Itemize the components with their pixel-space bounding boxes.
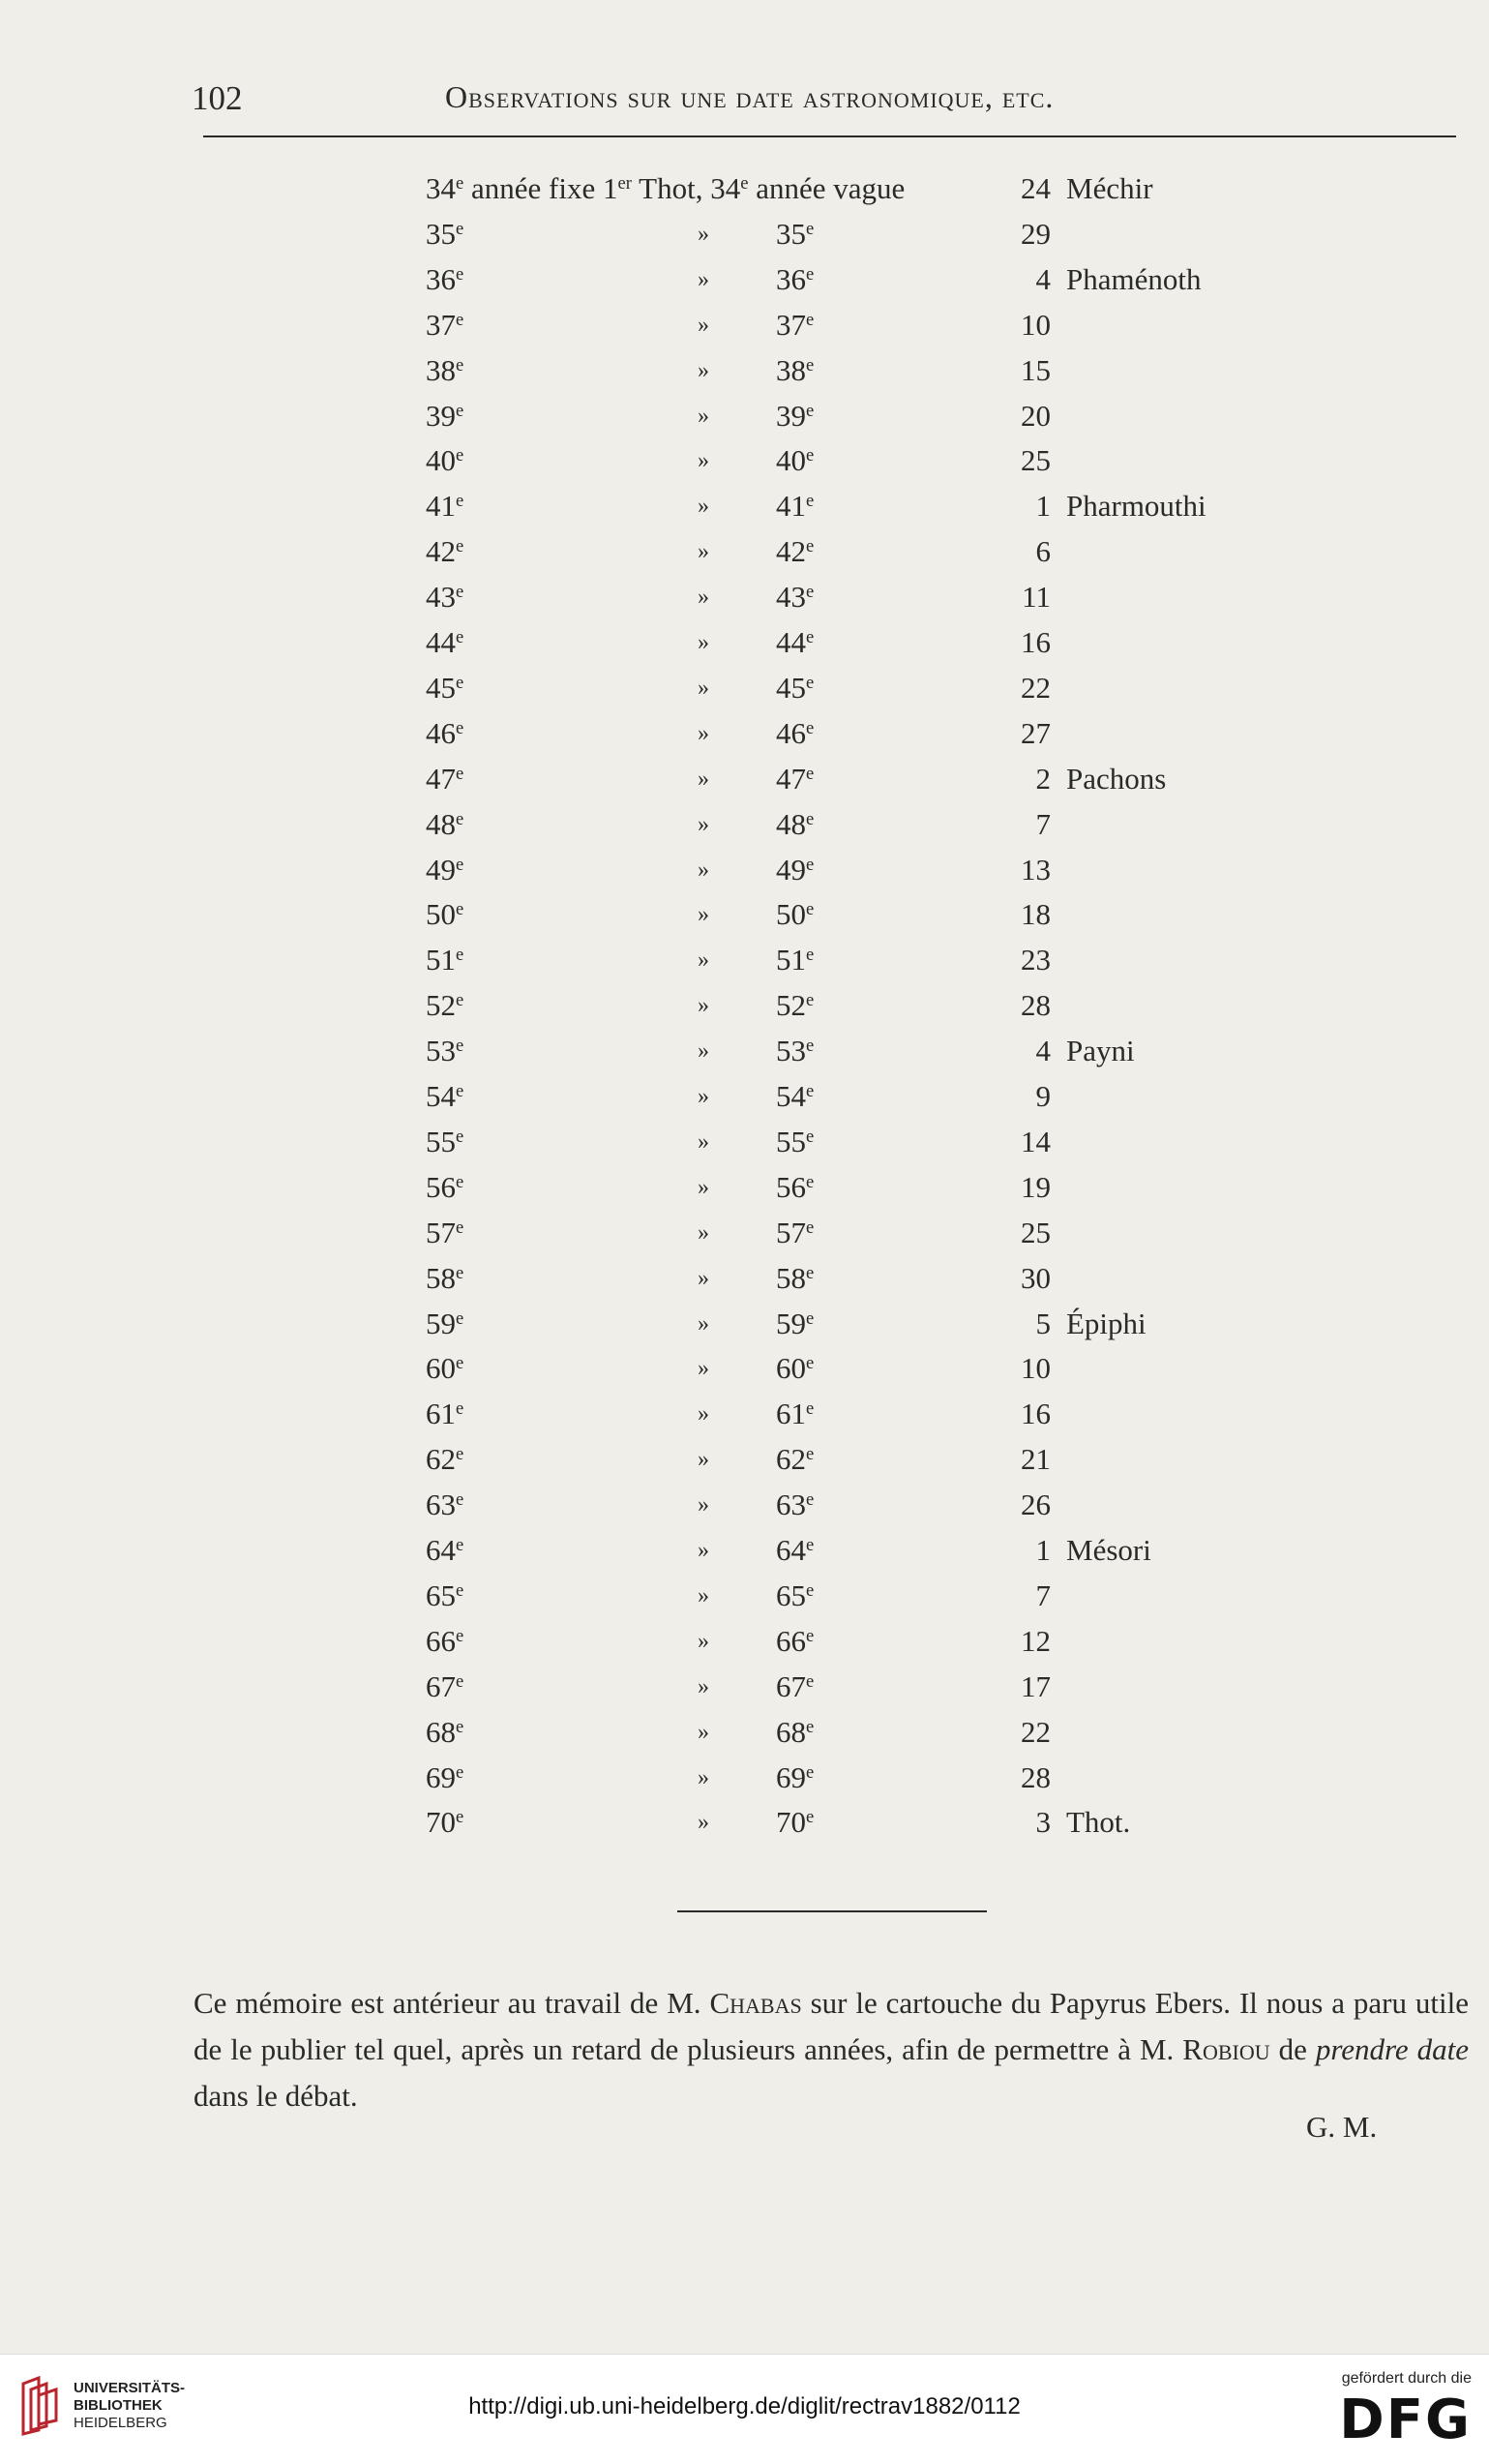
vague-year-cell: 52e	[776, 988, 815, 1022]
day-cell: 16	[1021, 625, 1051, 659]
page-number: 102	[192, 79, 243, 117]
month-cell: Pharmouthi	[1066, 489, 1206, 523]
vague-year-cell: 37e	[776, 308, 815, 342]
day-cell: 12	[1021, 1624, 1051, 1658]
ditto-mark: »	[698, 404, 709, 429]
table-row	[0, 757, 1489, 801]
ditto-mark: »	[698, 1175, 709, 1200]
day-cell: 27	[1021, 716, 1051, 750]
fixed-year-cell: 44e	[426, 625, 464, 659]
vague-year-cell: 58e	[776, 1261, 815, 1295]
day-cell: 11	[1022, 580, 1051, 614]
author-name: Chabas	[709, 1986, 802, 2020]
day-cell: 5	[1035, 1307, 1051, 1340]
table-row	[0, 257, 1489, 302]
table-row	[0, 575, 1489, 619]
month-cell: Thot.	[1066, 1805, 1131, 1839]
fixed-year-cell: 42e	[426, 534, 464, 568]
day-cell: 10	[1021, 308, 1051, 342]
ditto-mark: »	[698, 1129, 709, 1155]
ditto-mark: »	[698, 539, 709, 564]
table-row	[0, 892, 1489, 937]
footnote-paragraph: Ce mémoire est antérieur au travail de M. Chabas sur le cartouche du Papyrus Ebers. Il nous a paru utile de le publier tel quel, après un retard de plusieurs années, afin de permettre à M. Robiou de prendre date dans le débat.	[194, 1986, 1470, 2113]
day-cell: 4	[1035, 1034, 1051, 1067]
table-row	[0, 1029, 1489, 1073]
vague-year-cell: 39e	[776, 399, 815, 433]
day-cell: 18	[1021, 897, 1051, 931]
ditto-mark: »	[698, 358, 709, 383]
ditto-mark: »	[698, 1810, 709, 1835]
day-cell: 21	[1021, 1442, 1051, 1476]
table-row	[0, 1756, 1489, 1800]
table-row	[0, 1800, 1489, 1845]
table-row	[0, 1710, 1489, 1755]
ditto-mark: »	[698, 1765, 709, 1790]
vague-year-cell: 61e	[776, 1397, 815, 1430]
ditto-mark: »	[698, 630, 709, 655]
month-cell: Mésori	[1066, 1533, 1151, 1567]
table-row	[0, 1528, 1489, 1573]
digitization-footer	[0, 2354, 1489, 2464]
vague-year-cell: 55e	[776, 1125, 815, 1158]
table-row	[0, 1619, 1489, 1664]
table-row	[0, 348, 1489, 393]
vague-year-cell: 63e	[776, 1487, 815, 1521]
fixed-year-cell: 51e	[426, 943, 464, 977]
day-cell: 23	[1021, 943, 1051, 977]
table-row	[0, 394, 1489, 438]
vague-year-cell: 50e	[776, 897, 815, 931]
table-row	[0, 1120, 1489, 1164]
fixed-year-cell: 37e	[426, 308, 464, 342]
fixed-year-cell: 60e	[426, 1351, 464, 1385]
table-row	[0, 620, 1489, 665]
italic-phrase: prendre date	[1315, 2032, 1470, 2066]
day-cell: 7	[1035, 807, 1051, 841]
vague-year-cell: 42e	[776, 534, 815, 568]
table-row	[0, 1165, 1489, 1210]
table-row	[0, 1483, 1489, 1527]
vague-year-cell: 62e	[776, 1442, 815, 1476]
ditto-mark: »	[698, 1447, 709, 1472]
fixed-year-cell: 62e	[426, 1442, 464, 1476]
month-cell: Pachons	[1066, 762, 1167, 796]
ditto-mark: »	[698, 721, 709, 746]
fixed-year-cell: 49e	[426, 853, 464, 886]
day-cell: 28	[1021, 1760, 1051, 1794]
table-row	[0, 1302, 1489, 1346]
ditto-mark: »	[698, 1720, 709, 1745]
vague-year-cell: 70e	[776, 1805, 815, 1839]
fixed-year-cell: 68e	[426, 1715, 464, 1749]
author-name: Robiou	[1182, 2032, 1270, 2066]
day-cell: 14	[1021, 1125, 1051, 1158]
day-cell: 15	[1021, 353, 1051, 387]
month-cell: Payni	[1066, 1034, 1135, 1067]
vague-year-cell: 69e	[776, 1760, 815, 1794]
fixed-year-cell: 54e	[426, 1079, 464, 1113]
fixed-year-cell: 45e	[426, 671, 464, 705]
table-row	[0, 303, 1489, 347]
day-cell: 24	[1021, 171, 1051, 205]
fixed-year-cell: 64e	[426, 1533, 464, 1567]
funding-caption: gefördert durch die	[1341, 2370, 1472, 2387]
fixed-year-cell: 39e	[426, 399, 464, 433]
table-row	[0, 529, 1489, 574]
ditto-mark: »	[698, 947, 709, 973]
table-row	[0, 1574, 1489, 1618]
table-row	[0, 666, 1489, 710]
ditto-mark: »	[698, 313, 709, 338]
fixed-year-cell: 36e	[426, 262, 464, 296]
vague-year-cell: 45e	[776, 671, 815, 705]
fixed-year-cell: 43e	[426, 580, 464, 614]
first-row-text: 34e année fixe 1er Thot, 34e année vague	[426, 171, 906, 205]
ditto-mark: »	[698, 1629, 709, 1654]
ditto-mark: »	[698, 1084, 709, 1109]
table-row	[0, 848, 1489, 892]
fixed-year-cell: 41e	[426, 489, 464, 523]
ditto-mark: »	[698, 1220, 709, 1246]
vague-year-cell: 44e	[776, 625, 815, 659]
fixed-year-cell: 55e	[426, 1125, 464, 1158]
table-row	[0, 711, 1489, 756]
table-row	[0, 1256, 1489, 1301]
month-cell: Épiphi	[1066, 1307, 1147, 1340]
ditto-mark: »	[698, 1492, 709, 1517]
vague-year-cell: 49e	[776, 853, 815, 886]
ditto-mark: »	[698, 676, 709, 701]
fixed-year-cell: 40e	[426, 443, 464, 477]
table-row	[0, 1346, 1489, 1391]
vague-year-cell: 65e	[776, 1578, 815, 1612]
table-row	[0, 1074, 1489, 1119]
fixed-year-cell: 67e	[426, 1669, 464, 1703]
vague-year-cell: 35e	[776, 217, 815, 251]
table-row	[0, 983, 1489, 1028]
fixed-year-cell: 53e	[426, 1034, 464, 1067]
table-row	[0, 1665, 1489, 1709]
fixed-year-cell: 46e	[426, 716, 464, 750]
ditto-mark: »	[698, 1356, 709, 1381]
fixed-year-cell: 57e	[426, 1216, 464, 1249]
ditto-mark: »	[698, 1583, 709, 1608]
fixed-year-cell: 59e	[426, 1307, 464, 1340]
day-cell: 19	[1021, 1170, 1051, 1204]
vague-year-cell: 53e	[776, 1034, 815, 1067]
table-row	[0, 1392, 1489, 1436]
day-cell: 9	[1035, 1079, 1051, 1113]
vague-year-cell: 36e	[776, 262, 815, 296]
vague-year-cell: 54e	[776, 1079, 815, 1113]
day-cell: 17	[1021, 1669, 1051, 1703]
ditto-mark: »	[698, 1674, 709, 1699]
vague-year-cell: 59e	[776, 1307, 815, 1340]
table-row	[0, 166, 1489, 211]
day-cell: 1	[1035, 489, 1051, 523]
vague-year-cell: 40e	[776, 443, 815, 477]
ditto-mark: »	[698, 993, 709, 1018]
ditto-mark: »	[698, 857, 709, 883]
fixed-year-cell: 35e	[426, 217, 464, 251]
ditto-mark: »	[698, 1401, 709, 1427]
fixed-year-cell: 50e	[426, 897, 464, 931]
table-row	[0, 938, 1489, 982]
vague-year-cell: 41e	[776, 489, 815, 523]
running-title: Observations sur une date astronomique, etc.	[445, 79, 1055, 114]
ditto-mark: »	[698, 1266, 709, 1291]
header-rule	[203, 135, 1456, 137]
vague-year-cell: 43e	[776, 580, 815, 614]
day-cell: 3	[1035, 1805, 1051, 1839]
day-cell: 22	[1021, 671, 1051, 705]
table-row	[0, 212, 1489, 256]
vague-year-cell: 48e	[776, 807, 815, 841]
fixed-year-cell: 66e	[426, 1624, 464, 1658]
table-row	[0, 1437, 1489, 1482]
table-row	[0, 484, 1489, 528]
day-cell: 25	[1021, 443, 1051, 477]
section-rule	[677, 1910, 987, 1912]
vague-year-cell: 57e	[776, 1216, 815, 1249]
vague-year-cell: 64e	[776, 1533, 815, 1567]
day-cell: 7	[1035, 1578, 1051, 1612]
ditto-mark: »	[698, 1038, 709, 1064]
day-cell: 1	[1035, 1533, 1051, 1567]
ditto-mark: »	[698, 222, 709, 247]
ditto-mark: »	[698, 494, 709, 519]
fixed-year-cell: 61e	[426, 1397, 464, 1430]
vague-year-cell: 47e	[776, 762, 815, 796]
ditto-mark: »	[698, 267, 709, 292]
ditto-mark: »	[698, 1311, 709, 1337]
ditto-mark: »	[698, 766, 709, 792]
vague-year-cell: 67e	[776, 1669, 815, 1703]
fixed-year-cell: 70e	[426, 1805, 464, 1839]
fixed-year-cell: 47e	[426, 762, 464, 796]
fixed-year-cell: 52e	[426, 988, 464, 1022]
vague-year-cell: 56e	[776, 1170, 815, 1204]
table-row	[0, 802, 1489, 847]
day-cell: 26	[1021, 1487, 1051, 1521]
vague-year-cell: 38e	[776, 353, 815, 387]
vague-year-cell: 60e	[776, 1351, 815, 1385]
fixed-year-cell: 56e	[426, 1170, 464, 1204]
fixed-year-cell: 69e	[426, 1760, 464, 1794]
vague-year-cell: 66e	[776, 1624, 815, 1658]
ditto-mark: »	[698, 585, 709, 610]
signature: G. M.	[1306, 2110, 1378, 2144]
day-cell: 10	[1021, 1351, 1051, 1385]
day-cell: 2	[1035, 762, 1051, 796]
fixed-year-cell: 38e	[426, 353, 464, 387]
ditto-mark: »	[698, 448, 709, 473]
vague-year-cell: 51e	[776, 943, 815, 977]
fixed-year-cell: 48e	[426, 807, 464, 841]
day-cell: 28	[1021, 988, 1051, 1022]
dfg-logo: DFG	[1339, 2389, 1472, 2451]
day-cell: 6	[1035, 534, 1051, 568]
ditto-mark: »	[698, 1538, 709, 1563]
day-cell: 20	[1021, 399, 1051, 433]
day-cell: 4	[1035, 262, 1051, 296]
vague-year-cell: 68e	[776, 1715, 815, 1749]
ditto-mark: »	[698, 902, 709, 927]
day-cell: 16	[1021, 1397, 1051, 1430]
day-cell: 29	[1021, 217, 1051, 251]
day-cell: 13	[1021, 853, 1051, 886]
day-cell: 25	[1021, 1216, 1051, 1249]
vague-year-cell: 46e	[776, 716, 815, 750]
permalink[interactable]: http://digi.ub.uni-heidelberg.de/diglit/rectrav1882/0112	[468, 2393, 1021, 2419]
day-cell: 30	[1021, 1261, 1051, 1295]
table-row	[0, 1211, 1489, 1255]
ditto-mark: »	[698, 812, 709, 837]
fixed-year-cell: 63e	[426, 1487, 464, 1521]
fixed-year-cell: 65e	[426, 1578, 464, 1612]
month-cell: Méchir	[1066, 171, 1153, 205]
month-cell: Phaménoth	[1066, 262, 1202, 296]
fixed-year-cell: 58e	[426, 1261, 464, 1295]
table-row	[0, 438, 1489, 483]
library-name: UNIVERSITÄTS- BIBLIOTHEK HEIDELBERG	[74, 2380, 186, 2431]
page-header	[0, 0, 1489, 155]
day-cell: 22	[1021, 1715, 1051, 1749]
